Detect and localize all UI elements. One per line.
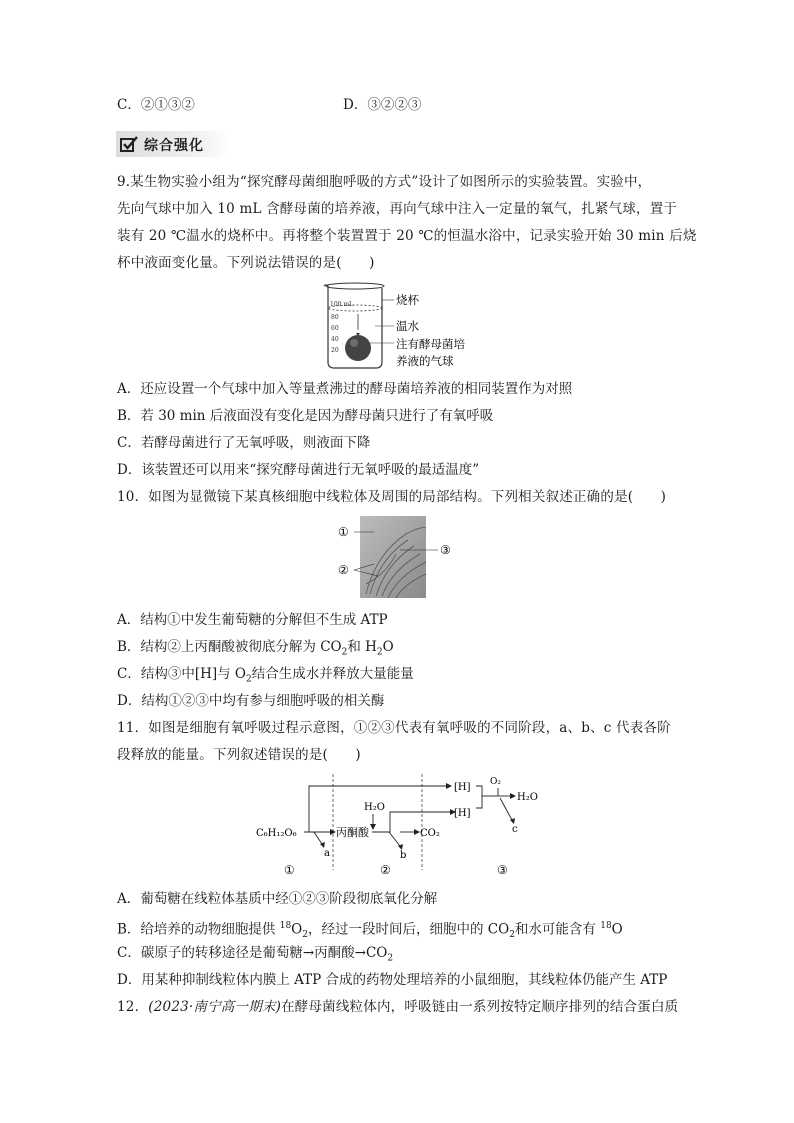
q11-option-c: C．碳原子的转移途径是葡萄糖→丙酮酸$\to CO_2$ <box>117 945 394 964</box>
micrograph <box>360 516 426 598</box>
scale-40: 40 <box>331 336 339 343</box>
q11-option-a: A．葡萄糖在线粒体基质中经①②③阶段彻底氧化分解 <box>117 891 438 907</box>
scale-100: 100 mL <box>330 301 354 308</box>
label-balloon-2: 养液的气球 <box>396 354 454 368</box>
q10-option-a: A．结构①中发生葡萄糖的分解但不生成 ATP <box>117 612 388 628</box>
label-water: 温水 <box>396 319 419 333</box>
pyruvate: 丙酮酸 <box>336 826 369 839</box>
q11-option-d: D．用某种抑制线粒体内膜上 ATP 合成的药物处理培养的小鼠细胞，其线粒体仍能产生 ATP <box>117 972 668 988</box>
q12-stem: 12．(2023·南宁高一期末)在酵母菌线粒体内，呼吸链由一系列按特定顺序排列的结合蛋白质 <box>117 999 679 1015</box>
q11-line-2: 段释放的能量。下列叙述错误的是( ) <box>117 747 361 763</box>
scale-60: 60 <box>331 325 339 332</box>
h2o-output: H₂O <box>517 792 538 803</box>
q9-line-3: 装有 20 ℃温水的烧杯中。再将整个装置置于 20 ℃的恒温水浴中，记录实验开始 30 min 后烧 <box>117 228 697 244</box>
q9-option-b: B．若 30 min 后液面没有变化是因为酵母菌只进行了有氧呼吸 <box>117 408 494 424</box>
label-balloon-1: 注有酵母菌培 <box>396 337 465 351</box>
h2o-input: H₂O <box>364 802 385 813</box>
q10-option-d: D．结构①②③中均有参与细胞呼吸的相关酶 <box>117 693 385 709</box>
q10-option-c: C．结构③中[H]与 $O_2$结合生成水并释放大量能量 <box>117 666 414 685</box>
q11-respiration-figure <box>254 772 554 882</box>
q10-stem: 10．如图为显微镜下某真核细胞中线粒体及周围的局部结构。下列相关叙述正确的是( ) <box>117 489 667 505</box>
energy-a: a <box>324 848 330 859</box>
h-carrier-2: [H] <box>454 808 471 819</box>
energy-c: c <box>512 824 518 835</box>
h-carrier-1: [H] <box>454 782 471 793</box>
energy-b: b <box>400 850 407 861</box>
label-3: ③ <box>440 543 451 557</box>
q9-option-c: C．若酵母菌进行了无氧呼吸，则液面下降 <box>117 435 371 451</box>
q9-beaker-figure <box>320 280 480 372</box>
option-d-prev: D．③②②③ <box>343 97 422 113</box>
stage-3: ③ <box>497 863 508 877</box>
q9-option-d: D．该装置还可以用来“探究酵母菌进行无氧呼吸的最适温度” <box>117 462 480 478</box>
stage-1: ① <box>284 863 295 877</box>
o2-input: O₂ <box>490 777 501 787</box>
q11-line-1: 11．如图是细胞有氧呼吸过程示意图，①②③代表有氧呼吸的不同阶段，a、b、c 代表各阶 <box>117 720 671 736</box>
q9-option-a: A．还应设置一个气球中加入等量煮沸过的酵母菌培养液的相同装置作为对照 <box>117 381 573 397</box>
q9-line-4: 杯中液面变化量。下列说法错误的是( ) <box>117 255 375 271</box>
q9-line-2: 先向气球中加入 10 mL 含酵母菌的培养液，再向气球中注入一定量的氧气，扎紧气球，置于 <box>117 201 678 217</box>
glucose: C₆H₁₂O₆ <box>256 828 297 839</box>
q11-option-b: B．给培养的动物细胞提供 $^{18}O_2$，经过一段时间后，细胞中的 $CO_2$和水可能含有 $^{18}$O <box>117 921 623 941</box>
q12-source: (2023·南宁高一期末) <box>148 999 282 1015</box>
stage-2: ② <box>380 863 391 877</box>
scale-80: 80 <box>331 314 339 321</box>
checkbox-icon <box>120 136 138 152</box>
balloon <box>345 335 371 361</box>
q10-option-b: B．结构②上丙酮酸被彻底分解为 $CO_2$和 $H_2O$ <box>117 639 394 658</box>
label-1: ① <box>338 525 349 539</box>
option-c-prev: C．②①③② <box>117 97 195 113</box>
q10-mitochondria-figure <box>336 514 466 600</box>
co2-output: CO₂ <box>420 828 440 839</box>
label-2: ② <box>338 563 349 577</box>
section-title: 综合强化 <box>144 138 204 154</box>
label-beaker: 烧杯 <box>396 293 419 307</box>
q9-line-1: 9.某生物实验小组为“探究酵母菌细胞呼吸的方式”设计了如图所示的实验装置。实验中， <box>117 174 652 190</box>
scale-20: 20 <box>331 347 339 354</box>
section-header <box>116 131 230 157</box>
